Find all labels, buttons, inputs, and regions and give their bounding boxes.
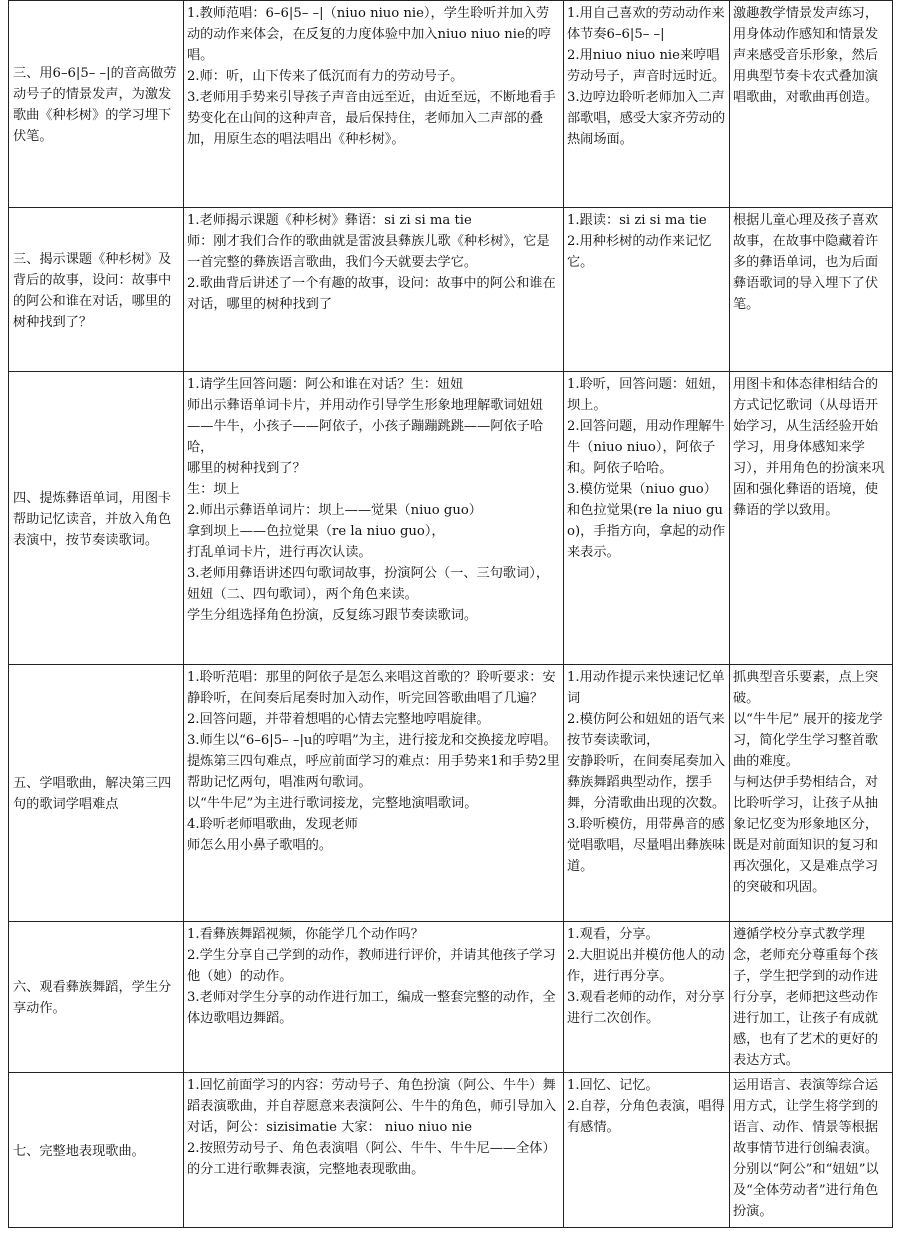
list-item: 3.模仿觉果（niuo guo）和色拉觉果(re la niuo guo)，手指方向，拿起的动作来表示。: [567, 482, 726, 560]
design-intent-cell: [730, 208, 893, 372]
design-intent-cell: [730, 1, 893, 208]
list-item: 拿到坝上——色拉觉果（re la niuo guo），: [187, 524, 445, 539]
teacher-activity-cell: [184, 372, 564, 665]
list-item: 遵循学校分享式教学理念，老师充分尊重每个孩子，学生把学到的动作进行分享，老师把这些动作进行加工，让孩子有成就感，也有了艺术的更好的表达方式。: [733, 927, 879, 1068]
student-activity-cell: [564, 1073, 730, 1228]
list-item: 生：坝上: [187, 482, 240, 497]
list-item: 抓典型音乐要素，点上突破。: [733, 670, 879, 706]
list-item: 学生分组选择角色扮演，反复练习跟节奏读歌词。: [187, 608, 478, 623]
list-item: 1.回忆前面学习的内容：劳动号子、角色扮演（阿公、牛牛）舞蹈表演歌曲，并自荐愿意来表演阿公、牛牛的角色，师引导加入对话，阿公：sizisimatie 大家： niuo niuo nie: [187, 1078, 557, 1135]
list-item: 3.老师用彝语讲述四句歌词故事，扮演阿公（一、三句歌词），妞妞（二、四句歌词），两个角色来读。: [187, 566, 550, 602]
table-row: [9, 665, 893, 922]
list-item: 1.回忆、记忆。: [567, 1078, 659, 1093]
list-item: 2.按照劳动号子、角色表演唱（阿公、牛牛、牛牛尼——全体）的分工进行歌舞表演，完整地表现歌曲。: [187, 1141, 556, 1177]
table-row: [9, 1073, 893, 1228]
list-item: 1.用动作提示来快速记忆单词: [567, 670, 725, 706]
list-item: 师出示彝语单词卡片，并用动作引导学生形象地理解歌词妞妞——牛牛，小孩子——阿依子，小孩子蹦蹦跳跳——阿依子哈哈，: [187, 398, 544, 455]
list-item: 安静聆听，在间奏尾奏加入彝族舞蹈典型动作，摆手舞，分清歌曲出现的次数。: [567, 754, 726, 811]
student-activity-cell: [564, 208, 730, 372]
list-item: 1.请学生回答问题：阿公和谁在对话？生：妞妞: [187, 377, 464, 392]
list-item: 2.用种杉树的动作来记忆它。: [567, 234, 712, 270]
teaching-step-cell: 七、完整地表现歌曲。: [9, 1073, 184, 1228]
list-item: 1.聆听范唱：那里的阿依子是怎么来唱这首歌的？聆听要求：安静聆听，在间奏后尾奏时加入动作，听完回答歌曲唱了几遍？: [187, 670, 556, 706]
teacher-activity-cell: [184, 208, 564, 372]
list-item: 3.边哼边聆听老师加入二声部歌唱，感受大家齐劳动的热闹场面。: [567, 90, 726, 147]
student-activity-cell: [564, 372, 730, 665]
list-item: 1.聆听，回答问题：妞妞，坝上。: [567, 377, 725, 413]
list-item: 2.回答问题，用动作理解牛牛（niuo niuo），阿依子和。阿依子哈哈。: [567, 419, 725, 476]
list-item: 2.歌曲背后讲述了一个有趣的故事，设问：故事中的阿公和谁在对话，哪里的树种找到了: [187, 276, 556, 312]
list-item: 以“牛牛尼” 展开的接龙学习，简化学生学习整首歌曲的难度。: [733, 712, 883, 769]
list-item: 1.用自己喜欢的劳动动作来体节奏6–6|5– –|: [567, 6, 725, 42]
teaching-step-cell: 四、提炼彝语单词，用图卡帮助记忆读音，并放入角色表演中，按节奏读歌词。: [9, 372, 184, 665]
table-row: [9, 1, 893, 208]
table-row: [9, 372, 893, 665]
list-item: 2.模仿阿公和妞妞的语气来按节奏读歌词，: [567, 712, 725, 748]
teaching-step-cell: 六、观看彝族舞蹈，学生分享动作。: [9, 922, 184, 1073]
teacher-activity-cell: [184, 922, 564, 1073]
list-item: 3.师生以“6–6|5– –|u的哼唱”为主，进行接龙和交换接龙哼唱。提炼第三四句难点，呼应前面学习的难点：用手势来1和手势2里帮助记忆两句，唱准两句歌词。: [187, 733, 560, 790]
list-item: 以“牛牛尼”为主进行歌词接龙，完整地演唱歌词。: [187, 796, 478, 811]
list-item: 根据儿童心理及孩子喜欢故事，在故事中隐藏着许多的彝语单词，也为后面彝语歌词的导入埋下了伏笔。: [733, 213, 879, 312]
list-item: 2.回答问题，并带着想唱的心情去完整地哼唱旋律。: [187, 712, 490, 727]
list-item: 1.观看，分享。: [567, 927, 659, 942]
teacher-activity-cell: [184, 665, 564, 922]
teacher-activity-cell: [184, 1, 564, 208]
list-item: 1.老师揭示课题《种杉树》彝语：si zi si ma tie: [187, 213, 472, 228]
list-item: 1.看彝族舞蹈视频，你能学几个动作吗？: [187, 927, 424, 942]
teaching-step-cell: 三、揭示课题《种杉树》及背后的故事，设问：故事中的阿公和谁在对话，哪里的树种找到了？: [9, 208, 184, 372]
list-item: 2.师：听，山下传来了低沉而有力的劳动号子。: [187, 69, 464, 84]
list-item: 3.观看老师的动作，对分享进行二次创作。: [567, 990, 725, 1026]
list-item: 4.聆听老师唱歌曲，发现老师: [187, 817, 358, 832]
list-item: 2.学生分享自己学到的动作，教师进行评价，并请其他孩子学习他（她）的动作。: [187, 948, 556, 984]
design-intent-cell: [730, 665, 893, 922]
list-item: 运用语言、表演等综合运用方式，让学生将学到的语言、动作、情景等根据故事情节进行创编表演。分别以“阿公”和“妞妞”以及“全体劳动者”进行角色扮演。: [733, 1078, 879, 1219]
lesson-plan-table: [8, 0, 893, 1228]
list-item: 用图卡和体态律相结合的方式记忆歌词（从母语开始学习，从生活经验开始学习，用身体感知来学习），并用角色的扮演来巩固和强化彝语的语境，使彝语的学以致用。: [733, 377, 885, 518]
list-item: 3.聆听模仿，用带鼻音的感觉唱歌唱，尽量唱出彝族味道。: [567, 817, 726, 874]
design-intent-cell: [730, 922, 893, 1073]
list-item: 与柯达伊手势相结合，对比聆听学习，让孩子从抽象记忆变为形象地区分，既是对前面知识的复习和再次强化，又是难点学习的突破和巩固。: [733, 775, 879, 895]
list-item: 激趣教学情景发声练习，用身体动作感知和情景发声来感受音乐形象，然后用典型节奏卡农式叠加演唱歌曲，对歌曲再创造。: [733, 6, 879, 105]
list-item: 2.用niuo niuo nie来哼唱劳动号子，声音时远时近。: [567, 48, 726, 84]
teacher-activity-cell: [184, 1073, 564, 1228]
student-activity-cell: [564, 1, 730, 208]
student-activity-cell: [564, 665, 730, 922]
list-item: 3.老师用手势来引导孩子声音由远至近，由近至远，不断地看手势变化在山间的这种声音，最后保持住，老师加入二声部的叠加，用原生态的唱法唱出《种杉树》。: [187, 90, 556, 147]
list-item: 哪里的树种找到了？: [187, 461, 306, 476]
table-row: [9, 208, 893, 372]
list-item: 师：刚才我们合作的歌曲就是雷波县彝族儿歌《种杉树》，它是一首完整的彝族语言歌曲，我们今天就要去学它。: [187, 234, 550, 270]
list-item: 打乱单词卡片，进行再次认读。: [187, 545, 372, 560]
list-item: 2.师出示彝语单词片：坝上——觉果（niuo guo）: [187, 503, 482, 518]
table-row: [9, 922, 893, 1073]
student-activity-cell: [564, 922, 730, 1073]
design-intent-cell: [730, 1073, 893, 1228]
list-item: 2.大胆说出并模仿他人的动作，进行再分享。: [567, 948, 725, 984]
list-item: 3.老师对学生分享的动作进行加工，编成一整套完整的动作，全体边歌唱边舞蹈。: [187, 990, 556, 1026]
teaching-step-cell: 五、学唱歌曲，解决第三四句的歌词学唱难点: [9, 665, 184, 922]
list-item: 1.教师范唱：6–6|5– –|（niuo niuo nie），学生聆听并加入劳动的动作来体会，在反复的力度体验中加入niuo niuo nie的哼唱。: [187, 6, 552, 63]
teaching-step-cell: 三、用6–6|5– –|的音高做劳动号子的情景发声，为激发歌曲《种杉树》的学习埋下伏笔。: [9, 1, 184, 208]
list-item: 师怎么用小鼻子歌唱的。: [187, 838, 333, 853]
list-item: 1.跟读：si zi si ma tie: [567, 213, 707, 228]
design-intent-cell: [730, 372, 893, 665]
lesson-plan-page: [8, 0, 892, 1228]
list-item: 2.自荐，分角色表演，唱得有感情。: [567, 1099, 725, 1135]
